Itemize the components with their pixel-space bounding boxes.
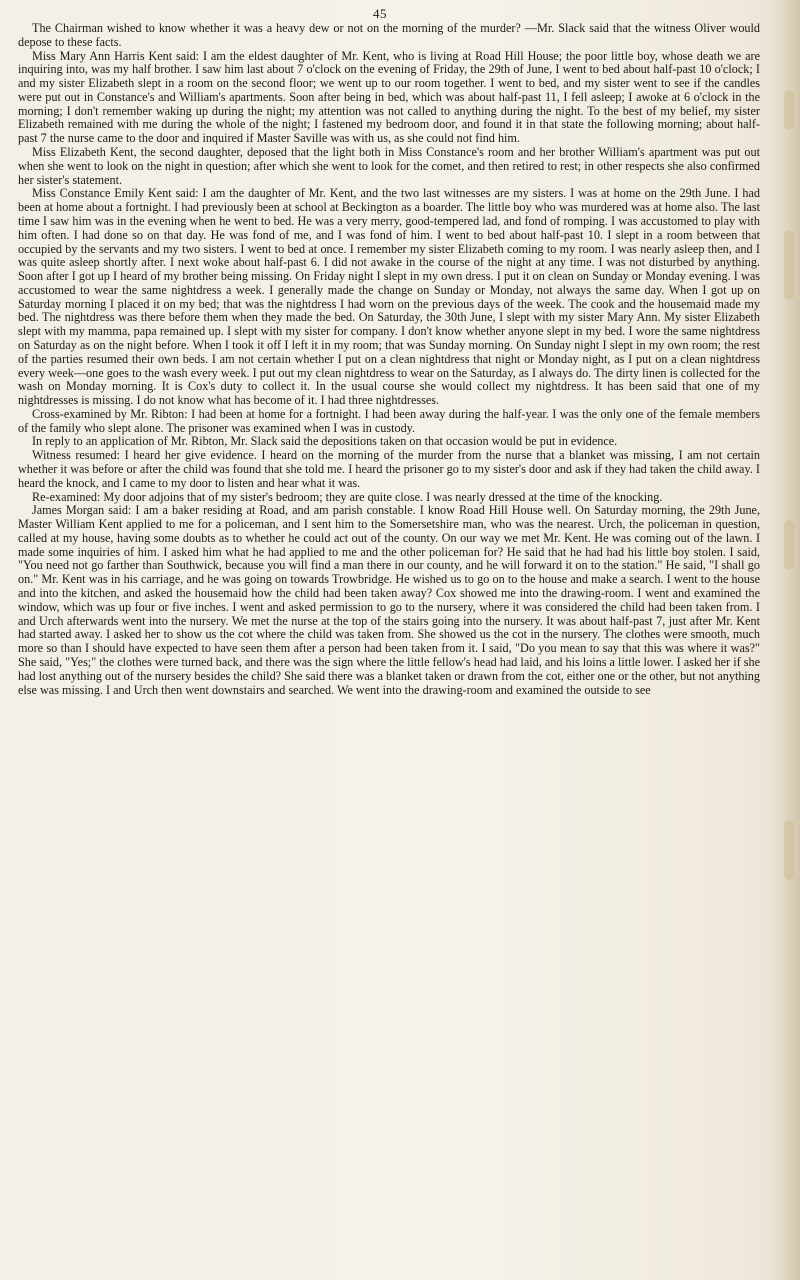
paragraph-james-morgan: James Morgan said: I am a baker residing at Road, and am parish constable. I know Road Hill House well. On Saturday morning, the 29th June, Master William Kent applied to me for a policeman, and I sent him to the Somersetshire man, who was the nearest. Urch, the policeman in question, called at my house, having some doubts as to whether he could act out of the county. On our way we met Mr. Kent. He was coming out of the lawn. I made some inquiries of him. I asked him what he had applied to me and the other policeman for? He said that he had had his little boy stolen. I said, "You need not go farther than Southwick, because you will find a man there in our county, and he will forward it on to the station." He said, "I shall go on." Mr. Kent was in his carriage, and he was going on towards Trowbridge. He wished us to go on to the house and make a search. I went to the house and into the kitchen, and asked the housemaid how the child had been taken away? Cox showed me into the drawing-room. I went and examined the window, which was up four or five inches. I went and asked permission to go to the nursery, where it was considered the child had been taken from. I and Urch afterwards went into the nursery. We met the nurse at the top of the stairs going into the nursery. It was about half-past 7, just after Mr. Kent had started away. I asked her to show us the cot where the child was taken from. She showed us the cot in the nursery. The clothes were smooth, much more so than I should have expected to have seen them after a person had been taken from it. I said, "Do you mean to say that this was where it was?" She said, "Yes;" the clothes were turned back, and there was the sign where the little fellow's head had laid, and his loins a little lower. I asked her if she had lost anything out of the nursery besides the child? She said there was a blanket taken or drawn from the cot, either one or the other, but not anything else was missing. I and Urch then went downstairs and searched. We went into the drawing-room and examined the outside to see	[18, 503, 760, 697]
paragraph-witness-resumed: Witness resumed: I heard her give evidence. I heard on the morning of the murder from the nurse that a blanket was missing, I am not certain whether it was before or after the child was found that she told me. I heard the prisoner go to my sister's door and ask if they had taken the child away. I heard the knock, and I came to my door to listen and hear what it was.	[18, 448, 760, 490]
page-edge-shadow	[772, 0, 800, 1280]
paragraph-mary-ann-kent: Miss Mary Ann Harris Kent said: I am the eldest daughter of Mr. Kent, who is living at Road Hill House; the poor little boy, whose death we are inquiring into, was my half brother. I saw him last about 7 o'clock on the evening of Friday, the 29th of June, I went to bed about half-past 10 o'clock; I and my sister Elizabeth slept in a room on the second floor; we went up to our room together. I went to bed, and my sister went to see if the candles were put out in Constance's and William's apartments. Soon after being in bed, which was about half-past 11, I fell asleep; I awoke at 6 o'clock in the morning; I don't remember waking up during the night; my attention was not called to anything during the night. To the best of my belief, my sister Elizabeth remained with me during the whole of the night; I fastened my bedroom door, and found it in that state the following morning; about half-past 7 the nurse came to the door and inquired if Master Saville was with us, as she could not find him.	[18, 48, 760, 146]
paragraph-re-examined: Re-examined: My door adjoins that of my sister's bedroom; they are quite close. I was nearly dressed at the time of the knocking.	[32, 489, 663, 504]
paragraph-constance-kent: Miss Constance Emily Kent said: I am the daughter of Mr. Kent, and the two last witnesses are my sisters. I was at home on the 29th June. I had been at home about a fortnight. I had previously been at school at Beckington as a boarder. The little boy who was murdered was at home also. The last time I saw him was in the evening when he went to bed. He was a very merry, good-tempered lad, and fond of romping. I was accustomed to play with him often. I had done so on that day. He was fond of me, and I was fond of him. I went to bed about half-past 10. I slept in a room between that occupied by the servants and my two sisters. I went to bed at once. I remember my sister Elizabeth coming to my room. I was nearly asleep then, and I was quite asleep shortly after. I next woke about half-past 6. I did not awake in the course of the night at any time. I was not disturbed by anything. Soon after I got up I heard of my brother being missing. On Friday night I slept in my own dress. I put it on clean on Sunday or Monday evening. I was accustomed to wear the same nightdress a week. I generally made the change on Sunday or Monday, not always the same day. When I got up on Saturday morning I placed it on my bed; that was the nightdress I had worn on the previous days of the week. The cook and the housemaid made my bed. The nightdress was there before them when they made the bed. On Saturday, the 30th June, I slept with my sister Mary Ann. My sister Elizabeth slept with my mamma, papa remained up. I slept with my sister for company. I don't know whether anyone slept in my bed. I wore the same nightdress on Saturday as on the night before. When I took it off I left it in my room; that was Sunday morning. On Sunday night I slept in my own room; the rest of the parties resumed their own beds. I am not certain whether I put on a clean nightdress that night or Monday night, as I put on a clean nightdress every week—one goes to the wash every week. I put out my clean nightdress to wear on the Saturday, as I always do. The dirty linen is collected for the wash on Monday morning. It is Cox's duty to collect it. In the usual course she would collect my nightdress. It has been said that one of my nightdresses is missing. I do not know what has become of it. I had three nightdresses.	[18, 186, 760, 408]
paragraph-ribton-application: In reply to an application of Mr. Ribton, Mr. Slack said the depositions taken on that occasion would be put in evidence.	[32, 434, 618, 449]
body-text	[18, 22, 760, 697]
paragraph-elizabeth-kent: Miss Elizabeth Kent, the second daughter, deposed that the light both in Miss Constance's room and her brother William's apartment was put out when she went to look on the night in question; after which she went to look for the comet, and then retired to rest; in other respects she also confirmed her sister's statement.	[18, 145, 760, 187]
paragraph-chairman: The Chairman wished to know whether it was a heavy dew or not on the morning of the murder? —Mr. Slack said that the witness Oliver would depose to these facts.	[18, 21, 760, 49]
edge-stain	[784, 90, 794, 130]
edge-stain	[784, 230, 794, 300]
edge-stain	[784, 820, 794, 880]
edge-stain	[784, 520, 794, 570]
paragraph-cross-examined: Cross-examined by Mr. Ribton: I had been at home for a fortnight. I had been away during the half-year. I was the only one of the female members of the family who slept alone. The prisoner was examined when I was in custody.	[18, 406, 760, 435]
page-number: 45	[373, 6, 387, 21]
